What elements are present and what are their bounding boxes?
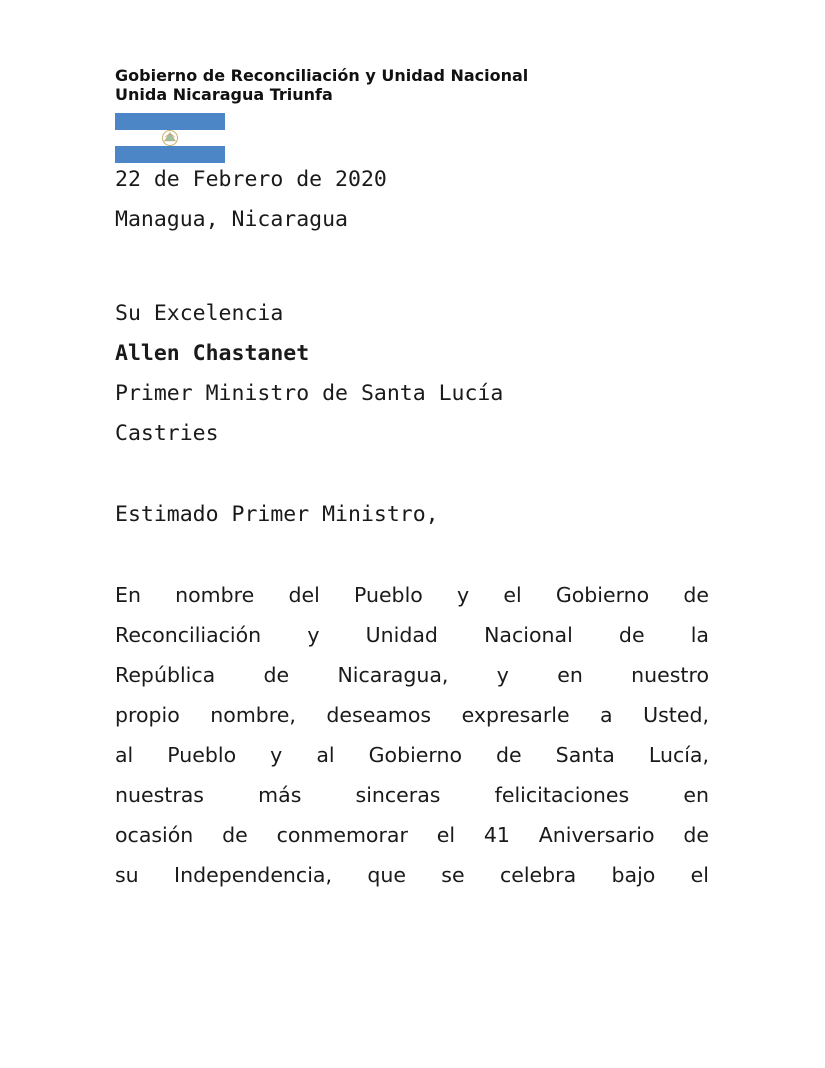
body-line: al Pueblo y al Gobierno de Santa Lucía, xyxy=(115,743,709,767)
recipient-name: Allen Chastanet xyxy=(115,341,310,366)
nicaragua-flag-icon xyxy=(115,113,225,163)
letterhead xyxy=(115,66,528,104)
letterhead-government-name: Gobierno de Reconciliación y Unidad Nacional xyxy=(115,66,529,85)
letter-greeting: Estimado Primer Ministro, xyxy=(115,502,439,527)
body-line: República de Nicaragua, y en nuestro xyxy=(115,663,709,687)
body-line: En nombre del Pueblo y el Gobierno de xyxy=(115,583,709,607)
body-line: su Independencia, que se celebra bajo el xyxy=(115,863,709,887)
flag-graphic xyxy=(115,113,225,163)
body-line: Reconciliación y Unidad Nacional de la xyxy=(115,623,709,647)
body-line: nuestras más sinceras felicitaciones en xyxy=(115,783,709,807)
recipient-city: Castries xyxy=(115,421,219,446)
recipient-title: Su Excelencia xyxy=(115,301,284,326)
body-line: ocasión de conmemorar el 41 Aniversario de xyxy=(115,823,709,847)
letter-place: Managua, Nicaragua xyxy=(115,207,348,232)
body-line: propio nombre, deseamos expresarle a Usted, xyxy=(115,703,709,727)
letter-date: 22 de Febrero de 2020 xyxy=(115,167,387,192)
recipient-position: Primer Ministro de Santa Lucía xyxy=(115,381,504,406)
letter-body xyxy=(115,575,709,895)
letterhead-slogan: Unida Nicaragua Triunfa xyxy=(115,85,333,104)
